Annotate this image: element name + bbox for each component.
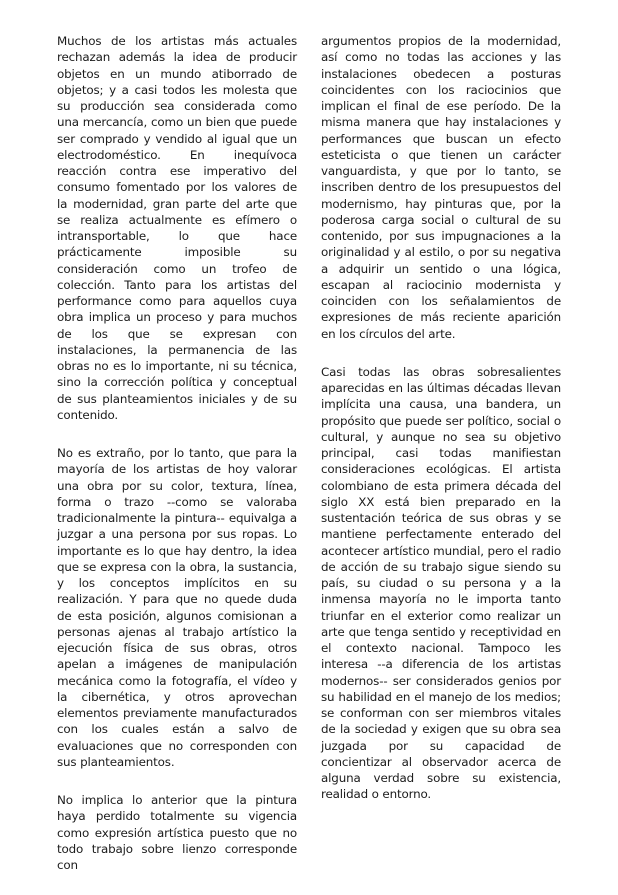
paragraph: Muchos de los artistas más actuales rechazan además la idea de producir objetos en un mundo atiborrado de objetos; y a casi todos les molesta que su producción sea considerada como una mercancía, como un bien que puede ser comprado y vendido al igual que un electrodoméstico. En inequívoca reacción contra ese imperativo del consumo fomentado por los valores de la modernidad, gran parte del arte que se realiza actualmente es efímero o intransportable, lo que hace prácticamente imposible su consideración como un trofeo de colección. Tanto para los artistas del performance como para aquellos cuya obra implica un proceso y para muchos de los que se expresan con instalaciones, la permanencia de las obras no es lo importante, ni su técnica, sino la corrección política y conceptual de sus planteamientos iniciales y de su contenido. <box>57 34 297 422</box>
paragraph: No implica lo anterior que la pintura haya perdido totalmente su vigencia como expresión artística puesto que no todo trabajo sobre lienzo corresponde con <box>57 793 297 872</box>
paragraph: Casi todas las obras sobresalientes aparecidas en las últimas décadas llevan implícita una causa, una bandera, un propósito que puede ser político, social o cultural, y aunque no sea su objetivo principal, casi todas manifiestan consideraciones ecológicas. El artista colombiano de esta primera década del siglo XX está bien preparado en la sustentación teórica de sus obras y se mantiene perfectamente enterado del acontecer artístico mundial, pero el radio de acción de su trabajo sigue siendo su país, su ciudad o su persona y a la inmensa mayoría no le importa tanto triunfar en el exterior como realizar un arte que tenga sentido y receptividad en el contexto nacional. Tampoco les interesa --a diferencia de los artistas modernos-- ser considerados genios por su habilidad en el manejo de los medios; se conforman con ser miembros vitales de la sociedad y exigen que su obra sea juzgada por su capacidad de concientizar al observador acerca de alguna verdad sobre su existencia, realidad o entorno. <box>321 364 561 802</box>
paragraph: argumentos propios de la modernidad, así como no todas las acciones y las instalaciones obedecen a posturas coincidentes con los raciocinios que implican el final de ese período. De la misma manera que hay instalaciones y performances que buscan un efecto esteticista o que tienen un carácter vanguardista, y que por lo tanto, se inscriben dentro de los presupuestos del modernismo, hay pinturas que, por la poderosa carga social o cultural de su contenido, por sus impugnaciones a la originalidad y al estilo, o por su negativa a adquirir un sentido o una lógica, escapan al raciocinio modernista y coinciden con los señalamientos de expresiones de más reciente aparición en los círculos del arte. <box>321 34 561 341</box>
paragraph: No es extraño, por lo tanto, que para la mayoría de los artistas de hoy valorar una obra por su color, textura, línea, forma o trazo --como se valoraba tradicionalmente la pintura-- equivalga a juzgar a una persona por sus ropas. Lo importante es lo que hay dentro, la idea que se expresa con la obra, la sustancia, y los conceptos implícitos en su realización. Y para que no quede duda de esta posición, algunos comisionan a personas ajenas al trabajo artístico la ejecución física de sus obras, otros apelan a imágenes de manipulación mecánica como la fotografía, el vídeo y la cibernética, y otros aprovechan elementos previamente manufacturados con los cuales están a salvo de evaluaciones que no corresponden con sus planteamientos. <box>57 446 297 769</box>
right-column <box>321 33 561 825</box>
left-column <box>57 33 297 895</box>
